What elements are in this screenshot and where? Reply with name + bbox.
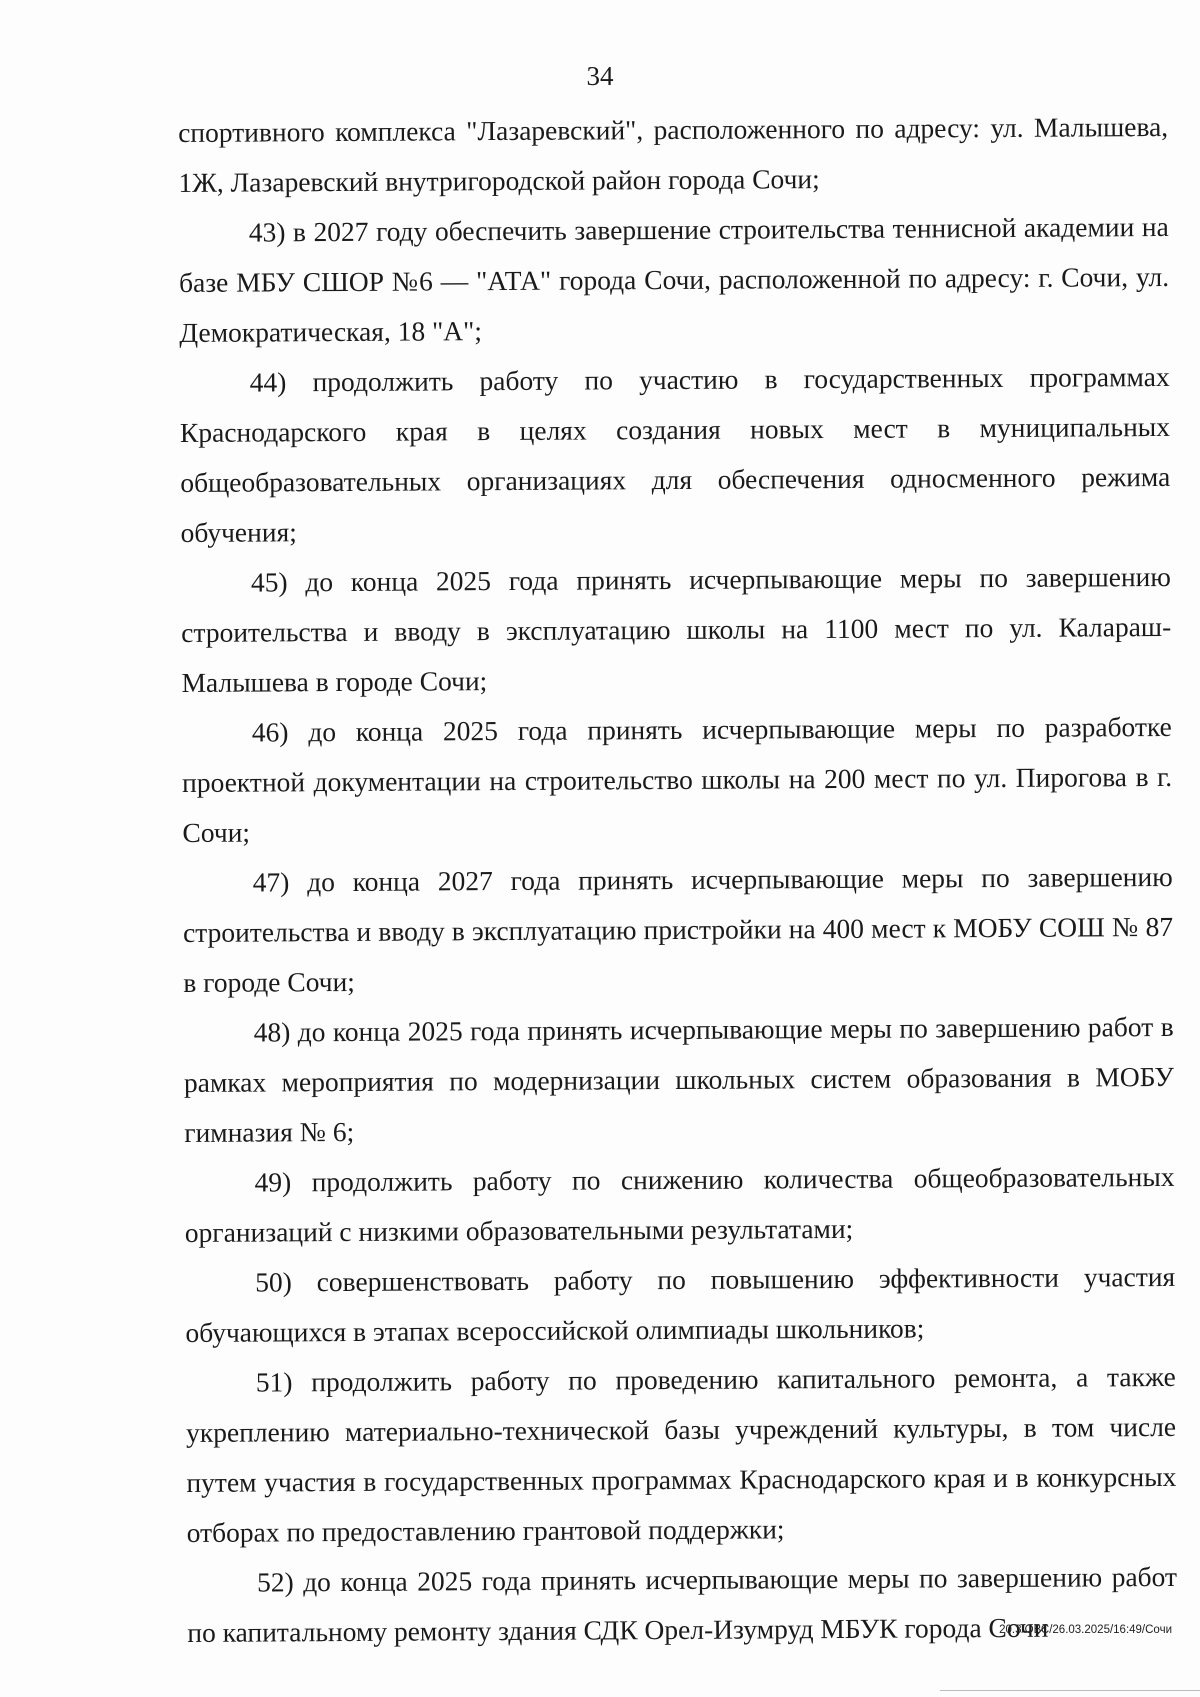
paragraph-item-43: 43) в 2027 году обеспечить завершение строительства теннисной академии на базе МБУ СШОР №6 — "АТА" города Сочи, расположенной по адресу: г. Сочи, ул. Демократическая, 18 "А"; [178, 210, 1170, 348]
paragraph-item-44: 44) продолжить работу по участию в государственных программах Краснодарского края в целях создания новых мест в муниципальных общеобразовательных организациях для обеспечения односменного режима обучения; [179, 360, 1171, 548]
document-footer-code: 20.3/ОВС/26.03.2025/16:49/Сочи [999, 1624, 1172, 1636]
page-number: 34 [586, 61, 614, 91]
paragraph-item-47: 47) до конца 2027 года принять исчерпывающие меры по завершению строительства и вводу в эксплуатацию пристройки на 400 мест к МОБУ СОШ № 87 в городе Сочи; [182, 860, 1174, 998]
paragraph-continuation: спортивного комплекса "Лазаревский", расположенного по адресу: ул. Малышева, 1Ж, Лазаревский внутригородской район города Сочи; [178, 110, 1169, 198]
paragraph-item-48: 48) до конца 2025 года принять исчерпывающие меры по завершению работ в рамках мероприятия по модернизации школьных систем образования в МОБУ гимназия № 6; [183, 1010, 1175, 1148]
paragraph-item-51: 51) продолжить работу по проведению капитального ремонта, а также укреплению материально-технической базы учреждений культуры, в том числе путем участия в государственных программах Краснодарского края и в конкурсных отборах по предоставлению грантовой поддержки; [185, 1360, 1177, 1548]
paragraph-item-52: 52) до конца 2025 года принять исчерпывающие меры по завершению работ по капитальному ремонту здания СДК Орел-Изумруд МБУК города Сочи [187, 1560, 1178, 1648]
scan-edge-line [940, 1690, 1200, 1691]
paragraph-item-49: 49) продолжить работу по снижению количества общеобразовательных организаций с низкими образовательными результатами; [184, 1160, 1175, 1248]
paragraph-item-46: 46) до конца 2025 года принять исчерпывающие меры по разработке проектной документации на строительство школы на 200 мест по ул. Пирогова в г. Сочи; [182, 710, 1173, 848]
document-body [178, 102, 1177, 1658]
paragraph-item-50: 50) совершенствовать работу по повышению эффективности участия обучающихся в этапах всероссийской олимпиады школьников; [185, 1260, 1176, 1348]
paragraph-item-45: 45) до конца 2025 года принять исчерпывающие меры по завершению строительства и вводу в эксплуатацию школы на 1100 мест по ул. Калараш-Малышева в городе Сочи; [181, 560, 1172, 698]
